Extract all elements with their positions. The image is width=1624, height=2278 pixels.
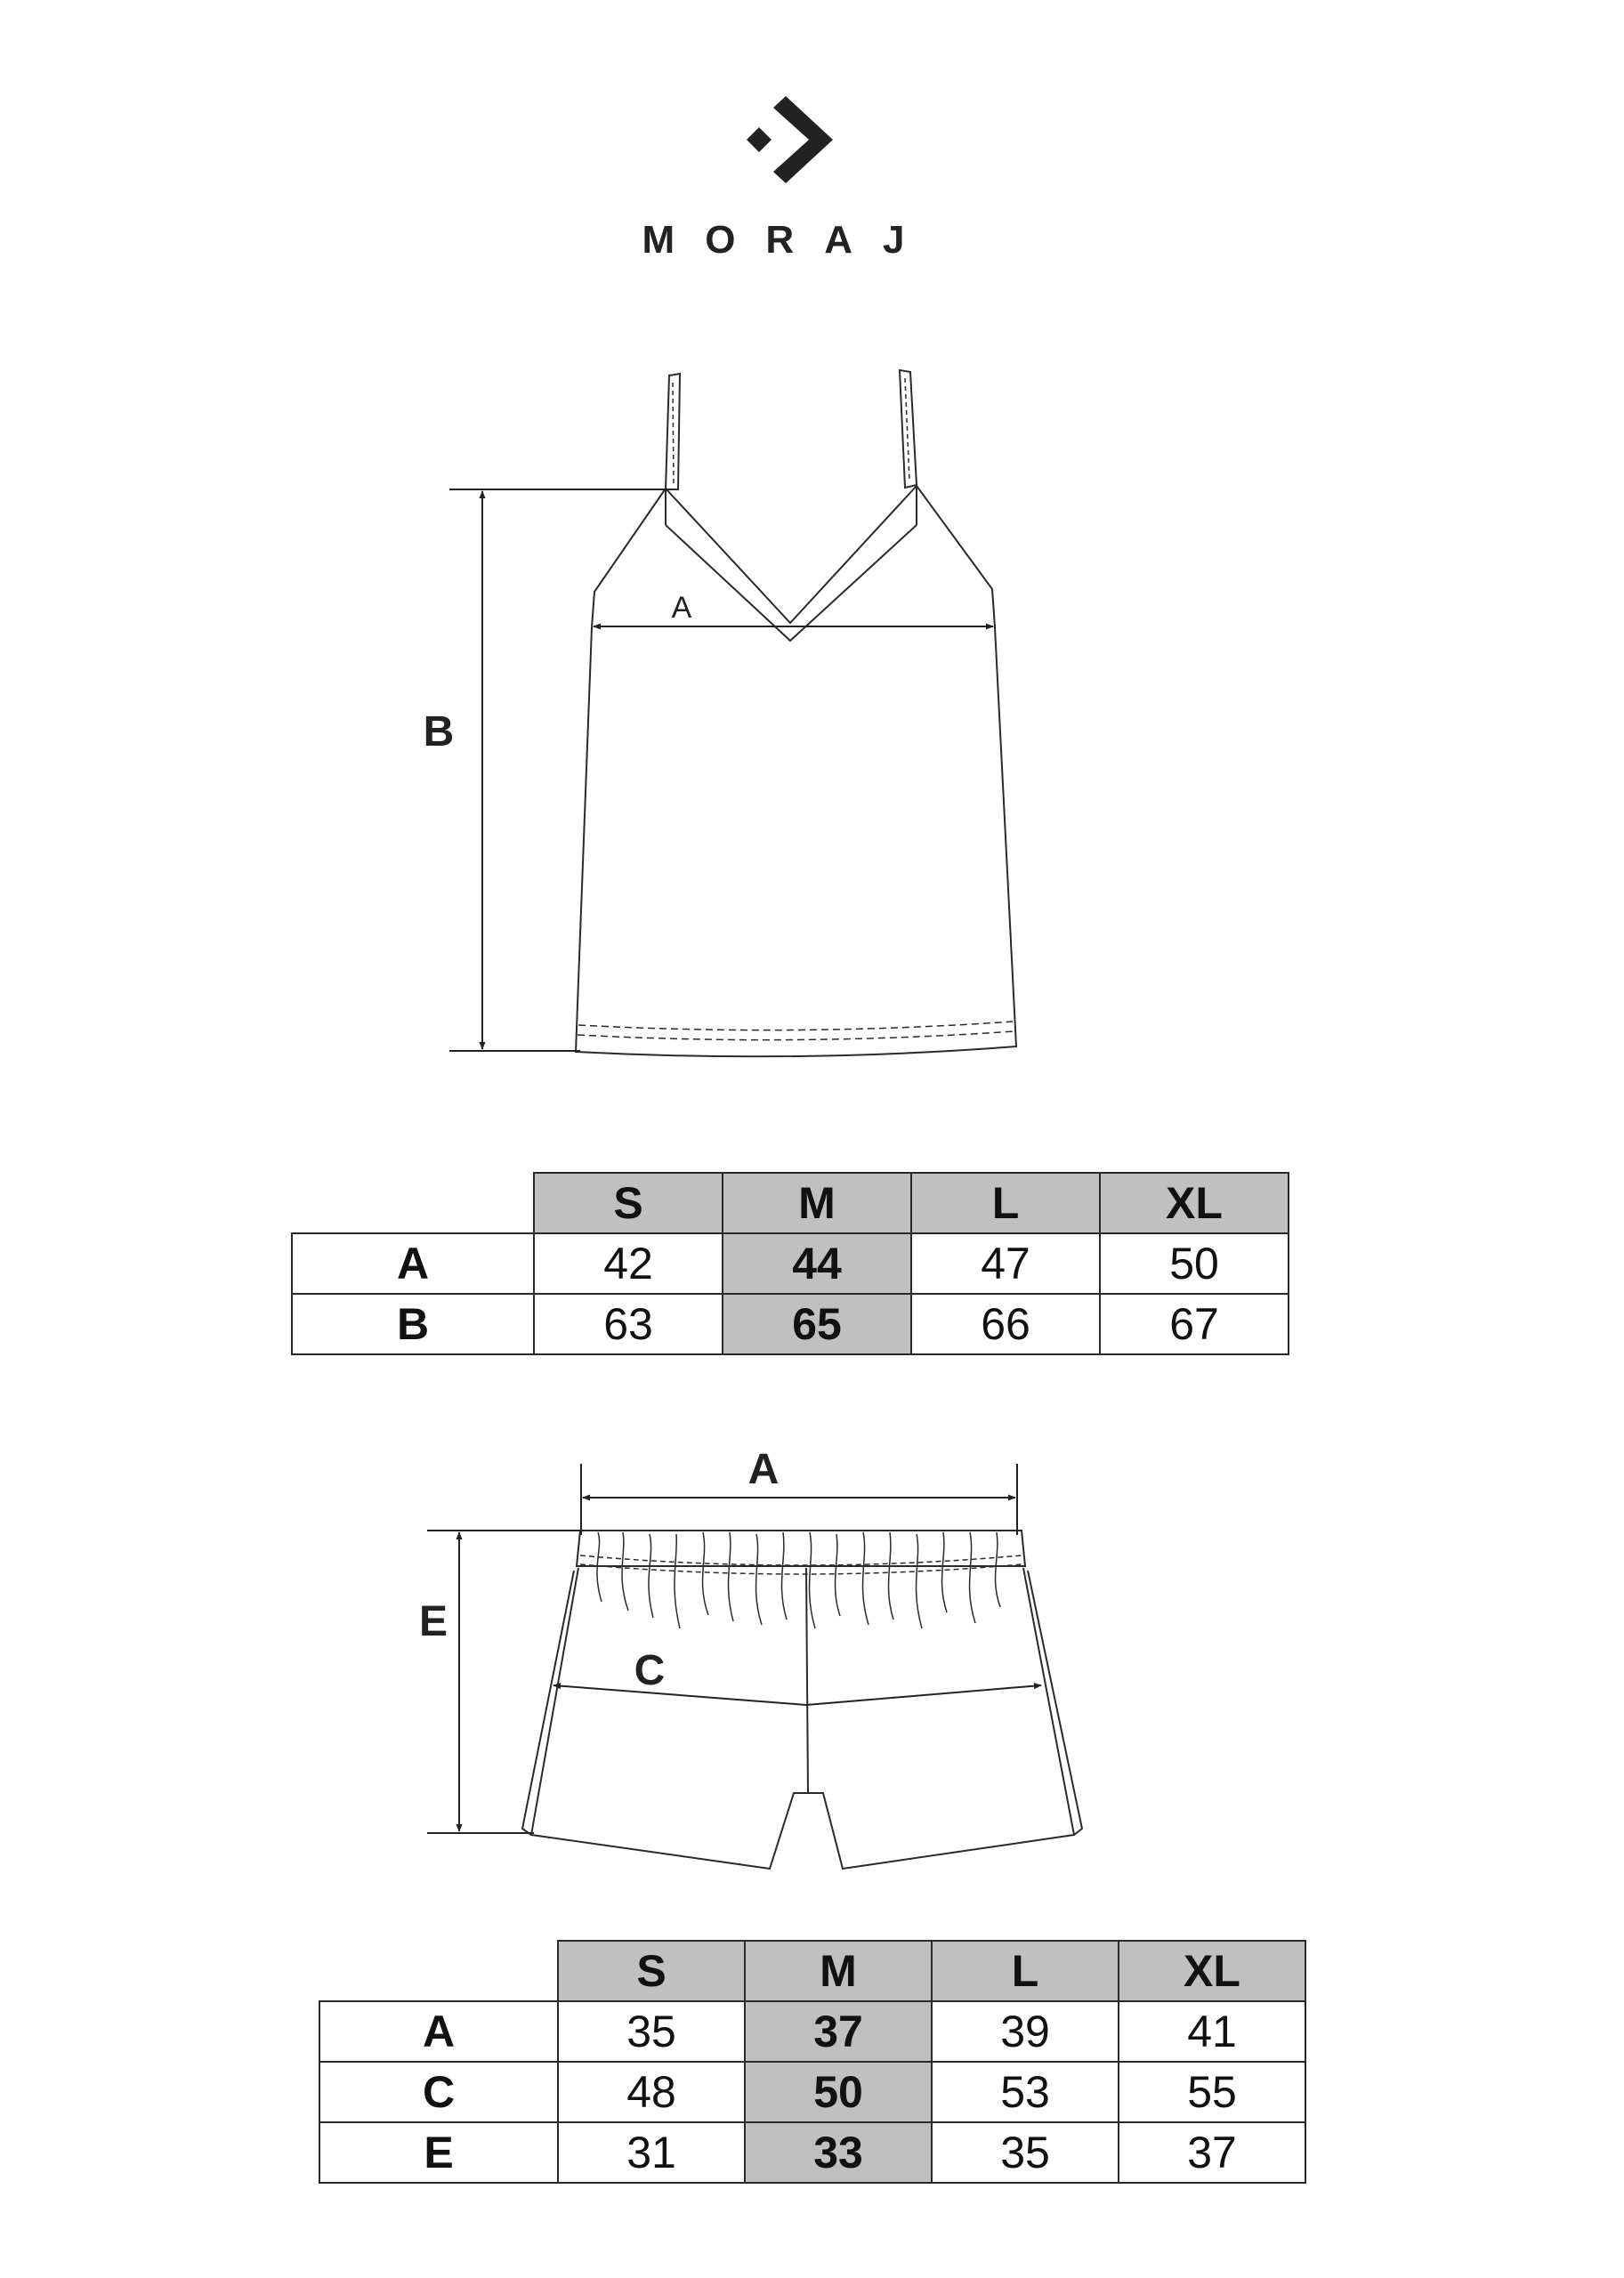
top-measure-b bbox=[449, 489, 673, 1051]
moraj-logo-icon bbox=[747, 96, 833, 183]
table-cell: 47 bbox=[911, 1233, 1100, 1294]
table-cell: 55 bbox=[1119, 2062, 1305, 2122]
row-label: B bbox=[292, 1294, 534, 1354]
size-header: M bbox=[745, 1941, 932, 2001]
table-cell: 50 bbox=[1100, 1233, 1289, 1294]
row-label: E bbox=[319, 2122, 558, 2183]
shorts-label-c: C bbox=[634, 1647, 666, 1694]
row-label: A bbox=[292, 1233, 534, 1294]
table-cell: 66 bbox=[911, 1294, 1100, 1354]
top-label-b: B bbox=[423, 708, 455, 755]
brand-name: MORAJ bbox=[642, 218, 935, 262]
table-cell: 48 bbox=[558, 2062, 745, 2122]
camisole-top-drawing bbox=[576, 370, 1016, 1056]
shorts-label-e: E bbox=[418, 1598, 448, 1645]
shorts-drawing bbox=[522, 1531, 1082, 1869]
table-cell: 35 bbox=[932, 2122, 1119, 2183]
table-corner bbox=[292, 1173, 534, 1233]
top-size-table bbox=[291, 1172, 1289, 1355]
table-cell: 53 bbox=[932, 2062, 1119, 2122]
table-row bbox=[319, 2001, 1305, 2062]
table-row bbox=[319, 2122, 1305, 2183]
size-header: L bbox=[911, 1173, 1100, 1233]
table-cell: 63 bbox=[534, 1294, 723, 1354]
size-header: XL bbox=[1100, 1173, 1289, 1233]
shorts-label-a: A bbox=[747, 1446, 780, 1493]
shorts-measure-e bbox=[427, 1531, 580, 1833]
table-row bbox=[292, 1233, 1289, 1294]
table-row bbox=[319, 2062, 1305, 2122]
shorts-measure-c bbox=[553, 1685, 1041, 1705]
table-cell-highlighted: 33 bbox=[745, 2122, 932, 2183]
size-header-row bbox=[319, 1941, 1305, 2001]
table-cell: 41 bbox=[1119, 2001, 1305, 2062]
size-header: S bbox=[534, 1173, 723, 1233]
shorts-measure-a bbox=[581, 1464, 1017, 1535]
table-cell-highlighted: 44 bbox=[723, 1233, 911, 1294]
table-cell: 35 bbox=[558, 2001, 745, 2062]
table-cell: 42 bbox=[534, 1233, 723, 1294]
table-cell: 31 bbox=[558, 2122, 745, 2183]
row-label: C bbox=[319, 2062, 558, 2122]
top-label-a: A bbox=[671, 591, 692, 625]
table-corner bbox=[319, 1941, 558, 2001]
row-label: A bbox=[319, 2001, 558, 2062]
table-cell: 37 bbox=[1119, 2122, 1305, 2183]
table-cell: 67 bbox=[1100, 1294, 1289, 1354]
table-cell: 39 bbox=[932, 2001, 1119, 2062]
table-cell-highlighted: 50 bbox=[745, 2062, 932, 2122]
size-header: M bbox=[723, 1173, 911, 1233]
table-row bbox=[292, 1294, 1289, 1354]
shorts-size-table bbox=[319, 1940, 1306, 2184]
table-cell-highlighted: 37 bbox=[745, 2001, 932, 2062]
size-header: L bbox=[932, 1941, 1119, 2001]
table-cell-highlighted: 65 bbox=[723, 1294, 911, 1354]
size-header-row bbox=[292, 1173, 1289, 1233]
size-header: S bbox=[558, 1941, 745, 2001]
size-header: XL bbox=[1119, 1941, 1305, 2001]
